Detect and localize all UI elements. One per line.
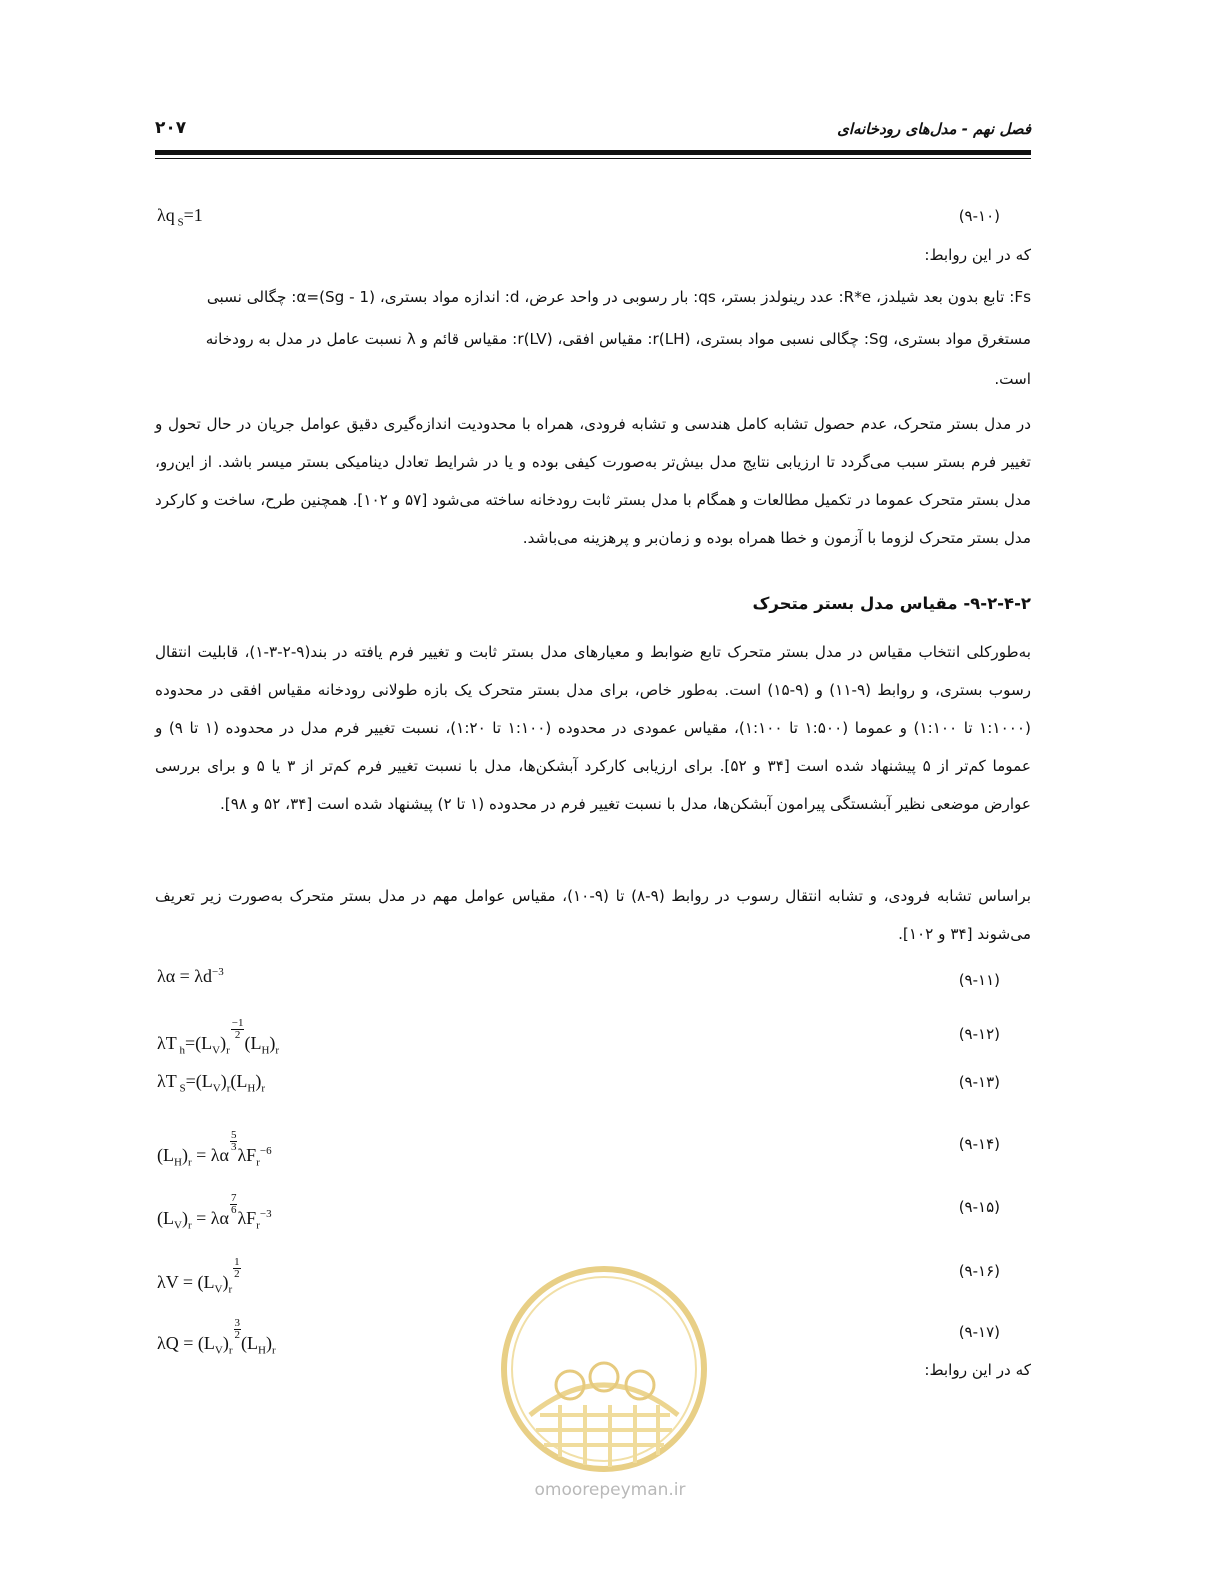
- paragraph-2: به‌طورکلی انتخاب مقیاس در مدل بستر متحرک تابع ضوابط و معیارهای مدل بستر ثابت و تغییر فرم یافته در بند(۹-۲-۳-۱)، قابلیت انتقال رسوب بستری، و روابط (۹-۱۱) و (۹-۱۵) است. به‌طور خاص، برای مدل بستر متحرک یک بازه طولانی رودخانه مقیاس افقی در محدوده (۱:۱۰۰۰ تا ۱:۱۰۰) و عموما (۱:۵۰۰ تا ۱:۱۰۰)، مقیاس عمودی در محدوده (۱:۱۰۰ تا ۱:۲۰)، نسبت تغییر فرم مدل در محدوده (۱ تا ۹) و عموما کم‌تر از ۵ پیشنهاد شده است [۳۴ و ۵۲]. برای ارزیابی کارکرد آبشکن‌ها، مدل با نسبت تغییر فرم کم‌تر از ۳ یا ۵ و برای بررسی عوارض موضعی نظیر آبشستگی پیرامون آبشکن‌ها، مدل با نسبت تغییر فرم در محدوده (۱ تا ۲) پیشنهاد شده است [۳۴، ۵۲ و ۹۸].: [155, 643, 1032, 813]
- equation-9-10: λq $_S$=1: [157, 205, 203, 229]
- paragraph-1: در مدل بستر متحرک، عدم حصول تشابه کامل هندسی و تشابه فرودی، همراه با محدودیت اندازه‌گیری دقیق عوامل جریان در حال تحول و تغییر فرم بستر سبب می‌گردد تا ارزیابی نتایج مدل بیش‌تر به‌صورت کیفی بوده و یا در شرایط تعادل دینامیکی بستر میسر باشد. از این‌رو، مدل بستر متحرک عموما در تکمیل مطالعات و همگام با مدل بستر ثابت رودخانه ساخته می‌شود [۵۷ و ۱۰۲]. همچنین طرح، ساخت و کارکرد مدل بستر متحرک لزوما با آزمون و خطا همراه بوده و زمان‌بر و پرهزینه می‌باشد.: [155, 415, 1031, 547]
- section-heading: ۹-۲-۴-۲- مقیاس مدل بستر متحرک: [752, 594, 1031, 613]
- definitions-line-2: مستغرق مواد بستری، Sg: چگالی نسبی مواد بستری، (LH)r: مقیاس افقی، (LV)r: مقیاس قائم و λ نسبت عامل در مدل به رودخانه: [205, 330, 1031, 348]
- equation-number: (۹-۱۲): [958, 1025, 1000, 1043]
- equation-9-15: $(L_V)_r = \lambda\alpha$ $\frac{7}{6}$ $\lambda F_r^{-3}$: [157, 1192, 272, 1232]
- definitions-line-1: Fs: تابع بدون بعد شیلدز، R*e: عدد رینولدز بستر، qs: بار رسوبی در واحد عرض، d: اندازه مواد بستری، α=(Sg - 1): چگالی نسبی: [206, 288, 1031, 306]
- header-rule-thin: [155, 158, 1031, 159]
- where-label: که در این روابط:: [924, 246, 1031, 264]
- page-number: ۲۰۷: [155, 118, 187, 138]
- equation-9-17: $\lambda Q = (L_V)_r$ $\frac{3}{2}$ $(L_H)_r$: [157, 1317, 276, 1357]
- page-header: [155, 118, 1031, 146]
- definitions-line-3: است.: [994, 370, 1031, 388]
- equation-number: (۹-۱۰): [958, 207, 1000, 225]
- header-rule-thick: [155, 150, 1031, 155]
- equation-9-14: $(L_H)_r = \lambda\alpha$ $\frac{5}{3}$ $\lambda F_r^{-6}$: [157, 1129, 272, 1169]
- equation-9-12: λT $_h=(L_V)_r$ $\frac{-1}{2}$ $(L_H)_r$: [157, 1017, 280, 1057]
- watermark-site-url: omoorepeyman.ir: [534, 1480, 686, 1500]
- equation-number: (۹-۱۷): [958, 1323, 1000, 1341]
- equation-number: (۹-۱۵): [958, 1198, 1000, 1216]
- chapter-title: فصل نهم - مدل‌های رودخانه‌ای: [837, 120, 1031, 138]
- equation-9-11: $\lambda\alpha = \lambda d^{-3}$: [157, 966, 224, 986]
- equation-9-13: λT $_S=(L_V)_r(L_H)_r$: [157, 1071, 265, 1095]
- equation-number: (۹-۱۱): [958, 971, 1000, 989]
- equation-number: (۹-۱۶): [958, 1262, 1000, 1280]
- where-label: که در این روابط:: [924, 1361, 1031, 1379]
- equation-number: (۹-۱۴): [958, 1135, 1000, 1153]
- equation-9-16: $\lambda V = (L_V)_r$ $\frac{1}{2}$: [157, 1256, 240, 1296]
- watermark-logo: [500, 1265, 708, 1473]
- paragraph-3: براساس تشابه فرودی، و تشابه انتقال رسوب در روابط (۹-۸) تا (۹-۱۰)، مقیاس عوامل مهم در مدل بستر متحرک به‌صورت زیر تعریف می‌شوند [۳۴ و ۱۰۲].: [155, 887, 1031, 943]
- equation-number: (۹-۱۳): [958, 1073, 1000, 1091]
